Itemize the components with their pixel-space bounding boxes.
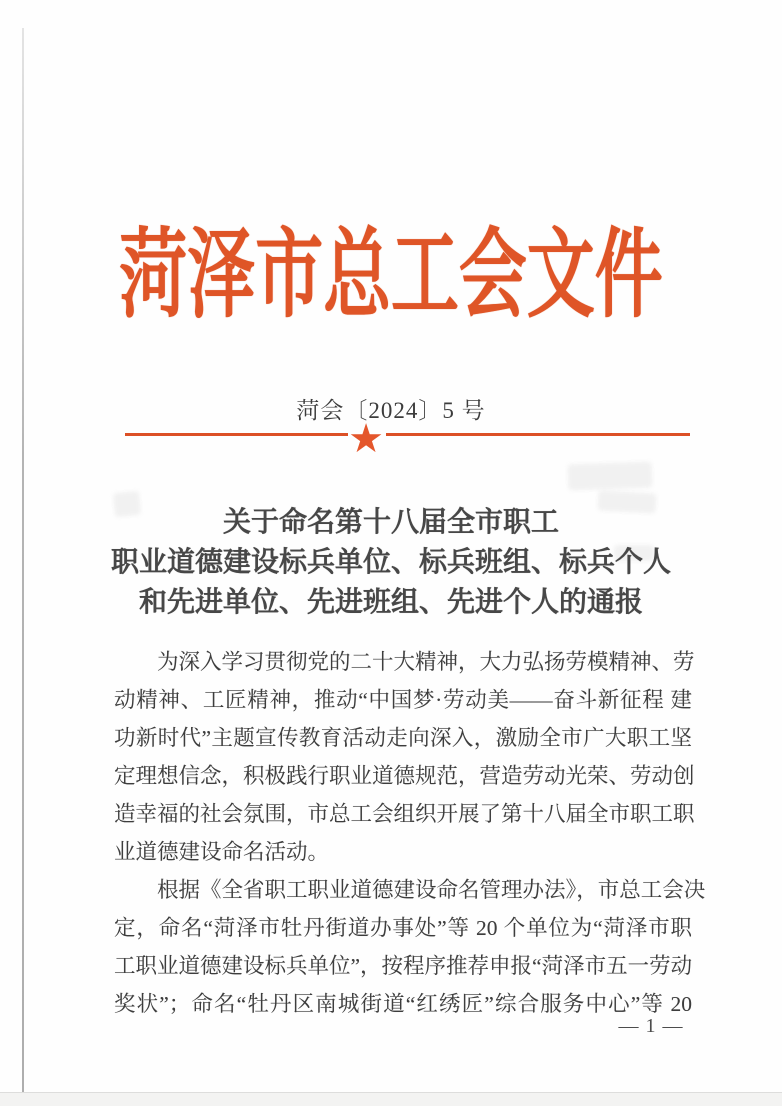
scan-edge-bottom bbox=[0, 1092, 782, 1106]
bleed-artifact bbox=[568, 462, 653, 491]
document-title-line: 和先进单位、先进班组、先进个人的通报 bbox=[138, 587, 643, 618]
star-icon: ★ bbox=[348, 416, 384, 462]
organization-masthead-title: 菏泽市总工会文件 bbox=[119, 222, 663, 329]
document-title-line: 关于命名第十八届全市职工 bbox=[222, 507, 559, 538]
document-title-line: 职业道德建设标兵单位、标兵班组、标兵个人 bbox=[110, 547, 671, 578]
body-line: 造幸福的社会氛围，市总工会组织开展了第十八届全市职工职 bbox=[114, 802, 695, 826]
body-line: 动精神、工匠精神，推动“中国梦·劳动美——奋斗新征程 建 bbox=[114, 688, 692, 712]
document-title bbox=[0, 503, 782, 623]
body-line: 奖状”；命名“牡丹区南城街道“红绣匠”综合服务中心”等 20 bbox=[114, 992, 692, 1016]
body-line: 功新时代”主题宣传教育活动走向深入，激励全市广大职工坚 bbox=[114, 726, 692, 750]
document-body bbox=[114, 643, 706, 1023]
red-rule-left-segment bbox=[125, 433, 348, 436]
body-line: 定，命名“菏泽市牡丹街道办事处”等 20 个单位为“菏泽市职 bbox=[114, 916, 692, 940]
body-line: 业道德建设命名活动。 bbox=[114, 840, 330, 864]
body-line: 根据《全省职工职业道德建设命名管理办法》，市总工会决 bbox=[157, 878, 706, 902]
red-rule-right-segment bbox=[386, 433, 690, 436]
body-line: 为深入学习贯彻党的二十大精神，大力弘扬劳模精神、劳 bbox=[157, 650, 695, 674]
document-number: 菏会〔2024〕5 号 bbox=[296, 398, 486, 423]
masthead bbox=[0, 224, 782, 328]
body-line: 工职业道德建设标兵单位”，按程序推荐申报“菏泽市五一劳动 bbox=[114, 954, 693, 978]
body-line: 定理想信念，积极践行职业道德规范，营造劳动光荣、劳动创 bbox=[114, 764, 695, 788]
page-number: — 1 — bbox=[618, 1015, 684, 1037]
